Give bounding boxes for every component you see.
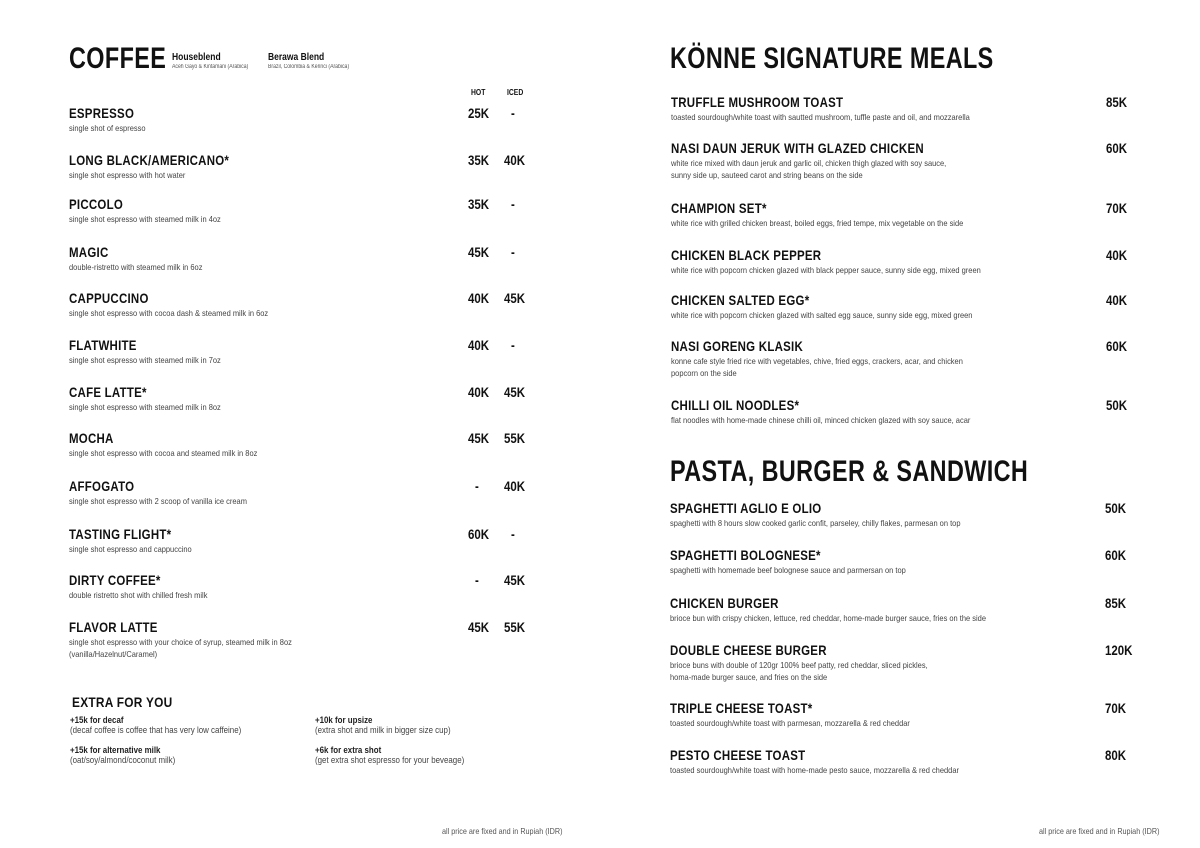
item-desc: spaghetti with homemade beef bolognese sauce and parmersan on top [670,565,906,575]
item-price: 60K [1106,338,1128,354]
coffee-title: COFFEE [69,42,167,75]
menu-item-nasi-goreng [671,338,1003,379]
extra-decaf [70,715,265,735]
item-name: MAGIC [69,244,109,260]
item-name: CHAMPION SET* [671,200,767,216]
extra-alt-milk [70,745,190,765]
item-price: 40K [1106,292,1128,308]
item-desc: single shot espresso and cappuccino [69,544,192,554]
price-iced: - [511,244,515,260]
price-hot: 45K [468,619,490,635]
item-name: TRIPLE CHEESE TOAST* [670,700,813,716]
item-desc: single shot espresso with your choice of syrup, steamed milk in 8oz [69,637,292,647]
menu-item-bolognese [670,547,938,576]
menu-item-chicken-black-pepper [671,247,1023,276]
item-price: 60K [1105,547,1127,563]
item-desc: double ristretto shot with chilled fresh milk [69,590,208,600]
item-desc: toasted sourdough/white toast with sautted mushroom, tuffle paste and oil, and mozzarella [671,112,970,122]
item-desc-line2: popcorn on the side [671,368,737,378]
blend-name: Berawa Blend [268,52,325,63]
item-price: 80K [1105,747,1127,763]
price-hot: - [475,478,479,494]
price-iced: 40K [504,152,526,168]
item-name: AFFOGATO [69,478,135,494]
extra-desc: (extra shot and milk in bigger size cup) [315,725,451,735]
pasta-title: PASTA, BURGER & SANDWICH [670,455,1029,488]
menu-item-flavor-latte [69,619,322,660]
menu-item-champion-set [671,200,1003,229]
menu-item-tasting-flight [69,526,208,555]
price-hot: 60K [468,526,490,542]
menu-item-pesto-cheese-toast [670,747,998,776]
item-desc-line2: sunny side up, sauteed carot and string beans on the side [671,170,863,180]
item-desc: single shot espresso with cocoa and steamed milk in 8oz [69,448,258,458]
item-name: MOCHA [69,430,114,446]
menu-item-cafe-latte [69,384,241,413]
extra-label: +10k for upsize [315,715,373,725]
extra-label: +15k for alternative milk [70,745,161,755]
blend-origin: Brazil, Colombia & Kerinci (Arabica) [268,64,350,70]
item-name: CHILLI OIL NOODLES* [671,397,800,413]
blend-origin: Aceh Gayo & Kintamani (Arabica) [172,64,249,70]
item-desc: double-ristretto with steamed milk in 6oz [69,262,203,272]
column-header-hot: HOT [471,88,486,97]
blend-name: Houseblend [172,52,221,63]
price-hot: 40K [468,290,490,306]
item-name: ESPRESSO [69,105,135,121]
item-name: CHICKEN SALTED EGG* [671,292,810,308]
item-desc: white rice with popcorn chicken glazed with black pepper sauce, sunny side egg, mixed green [671,265,981,275]
item-desc: single shot espresso with steamed milk in 7oz [69,355,221,365]
item-desc: single shot espresso with 2 scoop of vanilla ice cream [69,496,247,506]
item-desc: brioce buns with double of 120gr 100% beef patty, red cheddar, sliced pickles, [670,660,928,670]
item-price: 60K [1106,140,1128,156]
extra-desc: (oat/soy/almond/coconut milk) [70,755,176,765]
item-name: LONG BLACK/AMERICANO* [69,152,230,168]
menu-item-long-black [69,152,264,181]
item-desc: single shot espresso with steamed milk in 4oz [69,214,221,224]
item-desc: single shot espresso with hot water [69,170,186,180]
price-hot: 25K [468,105,490,121]
menu-item-cappuccino [69,290,295,319]
price-iced: 45K [504,572,526,588]
extra-shot [315,745,485,765]
menu-item-truffle-toast [671,94,1011,123]
item-name: CAPPUCCINO [69,290,149,306]
price-iced: - [511,526,515,542]
price-iced: 45K [504,384,526,400]
item-name: CHICKEN BLACK PEPPER [671,247,822,263]
menu-item-chilli-oil-noodles [671,397,1011,426]
item-desc: white rice with grilled chicken breast, boiled eggs, fried tempe, mix vegetable on the side [671,218,964,228]
item-desc: spaghetti with 8 hours slow cooked garlic confit, parseley, chilly flakes, parmesan on top [670,518,961,528]
menu-item-double-cheese-burger [670,642,963,683]
item-name: FLAVOR LATTE [69,619,158,635]
item-price: 70K [1106,200,1128,216]
item-price: 70K [1105,700,1127,716]
menu-item-dirty-coffee [69,572,226,601]
price-hot: 40K [468,337,490,353]
extra-label: +15k for decaf [70,715,124,725]
item-desc: single shot espresso with steamed milk in 8oz [69,402,221,412]
item-desc: flat noodles with home-made chinese chilli oil, minced chicken glazed with soy sauce, acar [671,415,971,425]
item-desc: konne cafe style fried rice with vegetables, chive, fried eggs, crackers, acar, and chicken [671,356,963,366]
item-name: SPAGHETTI BOLOGNESE* [670,547,821,563]
item-desc: white rice with popcorn chicken glazed with salted egg sauce, sunny side egg, mixed green [671,310,973,320]
item-desc: toasted sourdough/white toast with home-made pesto sauce, mozzarella & red cheddar [670,765,959,775]
item-price: 120K [1105,642,1133,658]
item-name: PICCOLO [69,196,124,212]
menu-item-aglio-olio [670,500,1000,529]
price-hot: - [475,572,479,588]
price-hot: 40K [468,384,490,400]
item-desc: single shot of espresso [69,123,146,133]
item-price: 50K [1105,500,1127,516]
item-desc: white rice mixed with daun jeruk and garlic oil, chicken thigh glazed with soy sauce, [671,158,947,168]
price-iced: 45K [504,290,526,306]
price-iced: - [511,105,515,121]
item-price: 85K [1106,94,1128,110]
item-name: TASTING FLIGHT* [69,526,172,542]
menu-item-magic [69,244,221,273]
price-hot: 35K [468,196,490,212]
footer-note-right: all price are fixed and in Rupiah (IDR) [1039,826,1160,836]
item-name: CHICKEN BURGER [670,595,779,611]
signature-title: KÖNNE SIGNATURE MEALS [670,42,994,75]
footer-note-left: all price are fixed and in Rupiah (IDR) [442,826,563,836]
item-name: NASI GORENG KLASIK [671,338,803,354]
price-iced: 55K [504,619,526,635]
blend-berawa [268,52,363,70]
price-iced: - [511,196,515,212]
item-desc-line2: homa-made burger sauce, and fries on the side [670,672,828,682]
extra-desc: (decaf coffee is coffee that has very low caffeine) [70,725,242,735]
menu-item-piccolo [69,196,241,225]
item-name: DIRTY COFFEE* [69,572,161,588]
menu-item-nasi-daun-jeruk [671,140,984,181]
extra-label: +6k for extra shot [315,745,382,755]
price-iced: - [511,337,515,353]
item-name: DOUBLE CHEESE BURGER [670,642,827,658]
menu-item-triple-cheese-toast [670,700,943,729]
item-name: SPAGHETTI AGLIO E OLIO [670,500,822,516]
item-price: 85K [1105,595,1127,611]
blend-houseblend [172,52,262,70]
price-hot: 45K [468,244,490,260]
item-desc: single shot espresso with cocoa dash & steamed milk in 6oz [69,308,269,318]
price-iced: 40K [504,478,526,494]
extra-desc: (get extra shot espresso for your beveage) [315,755,465,765]
extra-upsize [315,715,469,735]
extras-title: EXTRA FOR YOU [72,694,173,710]
price-iced: 55K [504,430,526,446]
menu-item-chicken-burger [670,595,1029,624]
item-price: 40K [1106,247,1128,263]
menu-item-flatwhite [69,337,241,366]
item-desc-line2: (vanilla/Hazelnut/Caramel) [69,649,158,659]
menu-item-affogato [69,478,271,507]
item-name: TRUFFLE MUSHROOM TOAST [671,94,844,110]
price-hot: 45K [468,430,490,446]
item-desc: brioce bun with crispy chicken, lettuce, red cheddar, home-made burger sauce, fries on the side [670,613,987,623]
price-hot: 35K [468,152,490,168]
item-name: PESTO CHEESE TOAST [670,747,806,763]
item-name: NASI DAUN JERUK WITH GLAZED CHICKEN [671,140,924,156]
item-name: FLATWHITE [69,337,137,353]
menu-item-espresso [69,105,156,134]
item-price: 50K [1106,397,1128,413]
item-name: CAFE LATTE* [69,384,147,400]
column-header-iced: ICED [507,88,524,97]
item-desc: toasted sourdough/white toast with parmesan, mozzarella & red cheddar [670,718,910,728]
menu-item-mocha [69,430,283,459]
menu-item-chicken-salted-egg [671,292,1014,321]
